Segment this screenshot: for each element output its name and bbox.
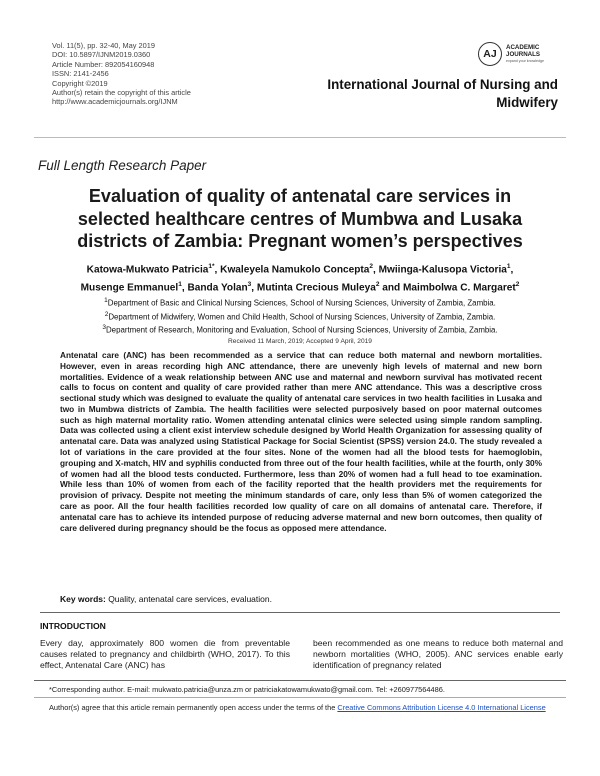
license-divider bbox=[34, 697, 566, 698]
logo-initials: AJ bbox=[478, 42, 502, 66]
journal-name bbox=[298, 76, 558, 112]
keywords-divider bbox=[40, 612, 560, 613]
author-name: Katowa-Mukwato Patricia bbox=[86, 264, 209, 276]
volume-info: Vol. 11(5), pp. 32-40, May 2019 bbox=[52, 41, 155, 50]
footnote-divider bbox=[34, 680, 566, 681]
section-heading-introduction: INTRODUCTION bbox=[40, 621, 106, 631]
author-list bbox=[40, 260, 560, 296]
affiliation-mark: 2 bbox=[104, 310, 109, 318]
keywords bbox=[60, 594, 272, 604]
author-affiliation-mark: 3 bbox=[247, 280, 252, 288]
abstract: Antenatal care (ANC) has been recommended as a service that can reduce both maternal and newborn mortalities. However, even in areas recording high ANC attendance, there are unevenly high levels of maternal and new born mortalities. Evidence of a weak relationship between ANC use and maternal and newborn survival has motivated recent calls to focus on content and quality of care provided rather than mere ANC attendance. This was a descriptive cross sectional study which was designed to evaluate the quality of antenatal care services in two health facilities in Lusaka and two in Mumbwa districts of Zambia. The health facilities were selected purposively based on poor maternal outcomes such as high maternal mortality ratio. Women attending antenatal clinics were selected using simple random sampling. Data was collected using a client exist interview schedule designed by World Health Organization for assessing quality of antenatal care. Data was analyzed using Statistical Package for Social Scientist (SPSS) version 24.0. The study revealed a lot of variations in the care provided at the four sites. None of the women had all the blood tests for haemoglobin, grouping and X-match, HIV and syphilis conducted from three out of the four health facilities, while at the fourth, only 30% of women had all the blood tests conducted. Furthermore, less than 20% of women had a full head to toe examination. While less than 10% of women from each of the facility reported that the health providers met the requirements for provision of privacy. Despite not meeting the minimum standards of care, only less than 5% of women categorized the care as poor. All the four health facilities recorded low quality of care on all domains of antenatal care. Therefore, if antenatal care has to achieve its intended purpose of reducing adverse maternal and new born outcomes, then quality of care delivered during pregnancy should be the focus as opposed mere attendance. bbox=[60, 351, 542, 533]
journal-name-line1: International Journal of Nursing and bbox=[327, 77, 558, 92]
received-accepted-dates: Received 11 March, 2019; Accepted 9 April, 2019 bbox=[228, 338, 372, 345]
author-line1: Katowa-Mukwato Patricia$^{1*}$, Kwaleyela Namukolo Concepta$^2$, Mwiinga-Kalusopa Victoria$^1$, bbox=[86, 263, 514, 276]
journal-name-line2: Midwifery bbox=[496, 95, 558, 110]
keywords-text: Quality, antenatal care services, evaluation. bbox=[105, 594, 272, 604]
author-name: Banda Yolan bbox=[187, 282, 248, 294]
logo-tagline: expand your knowledge bbox=[506, 59, 544, 63]
corresponding-author-footnote: *Corresponding author. E-mail: mukwato.patricia@unza.zm or patriciakatowamukwato@gmail.com. Tel: +260977564486. bbox=[49, 685, 445, 694]
affiliation-item bbox=[40, 309, 560, 323]
issn: ISSN: 2141-2456 bbox=[52, 69, 109, 79]
doi: DOI: 10.5897/IJNM2019.0360 bbox=[52, 50, 151, 60]
logo-wordmark bbox=[506, 45, 540, 59]
license-link[interactable]: Creative Commons Attribution License 4.0 International License bbox=[337, 703, 546, 712]
author-name: Mwiinga-Kalusopa Victoria bbox=[378, 264, 507, 276]
author-name: Maimbolwa C. Margaret bbox=[403, 282, 516, 294]
author-name: Mutinta Crecious Muleya bbox=[256, 282, 376, 294]
affiliation-text: Department of Midwifery, Women and Child Health, School of Nursing Sciences, University of Zambia, Zambia. bbox=[108, 312, 496, 322]
logo-line1: ACADEMIC bbox=[506, 44, 540, 51]
journal-url[interactable]: http://www.academicjournals.org/IJNM bbox=[52, 97, 178, 107]
author-affiliation-mark: 2 bbox=[515, 280, 520, 288]
author-line2: Musenge Emmanuel$^1$, Banda Yolan$^3$, Mutinta Crecious Muleya$^2$ and Maimbolwa C. Margaret$^2$ bbox=[80, 280, 520, 294]
affiliation-mark: 3 bbox=[102, 324, 106, 332]
paper-title bbox=[40, 185, 560, 253]
title-line1: Evaluation of quality of antenatal care services in bbox=[88, 186, 512, 206]
logo-line2: JOURNALS bbox=[506, 50, 541, 58]
license-text: Author(s) agree that this article remain permanently open access under the terms of the bbox=[49, 703, 338, 712]
author-affiliation-mark: 2 bbox=[369, 263, 373, 270]
affiliation-text: Department of Research, Monitoring and Evaluation, School of Nursing Sciences, University of Zambia, Zambia. bbox=[105, 325, 498, 335]
rights-statement: Author(s) retain the copyright of this article bbox=[52, 88, 191, 98]
affiliation-item bbox=[40, 322, 560, 336]
article-number: Article Number: 892054160948 bbox=[52, 59, 155, 69]
affiliations bbox=[40, 295, 560, 336]
article-metadata bbox=[52, 41, 191, 107]
affiliation-item bbox=[40, 295, 560, 309]
copyright: Copyright ©2019 bbox=[52, 78, 108, 88]
license-footnote bbox=[49, 703, 569, 713]
header-divider bbox=[34, 137, 566, 138]
author-affiliation-mark: 1* bbox=[208, 263, 215, 270]
author-name: Kwaleyela Namukolo Concepta bbox=[220, 264, 370, 276]
author-affiliation-mark: 1 bbox=[178, 280, 182, 288]
publisher-logo bbox=[478, 42, 598, 70]
title-line2: selected healthcare centres of Mumbwa and Lusaka bbox=[77, 208, 523, 229]
affiliation-mark: 1 bbox=[104, 297, 108, 304]
introduction-column-left: Every day, approximately 800 women die from preventable causes related to pregnancy and childbirth (WHO, 2017). To this effect, Antenatal Care (ANC) has bbox=[40, 638, 290, 670]
paper-type: Full Length Research Paper bbox=[38, 158, 207, 173]
title-line3: districts of Zambia: Pregnant women’s perspectives bbox=[77, 231, 523, 251]
author-affiliation-mark: 1 bbox=[506, 263, 511, 270]
affiliation-text: Department of Basic and Clinical Nursing Sciences, School of Nursing Sciences, University of Zambia, Zambia. bbox=[107, 298, 496, 308]
keywords-label: Key words: bbox=[60, 594, 106, 604]
author-affiliation-mark: 2 bbox=[375, 280, 380, 288]
introduction-column-right: been recommended as one means to reduce both maternal and newborn mortalities (WHO, 2005). ANC services enable early identification of pregnancy related bbox=[313, 638, 563, 670]
author-name: Musenge Emmanuel bbox=[80, 282, 179, 294]
